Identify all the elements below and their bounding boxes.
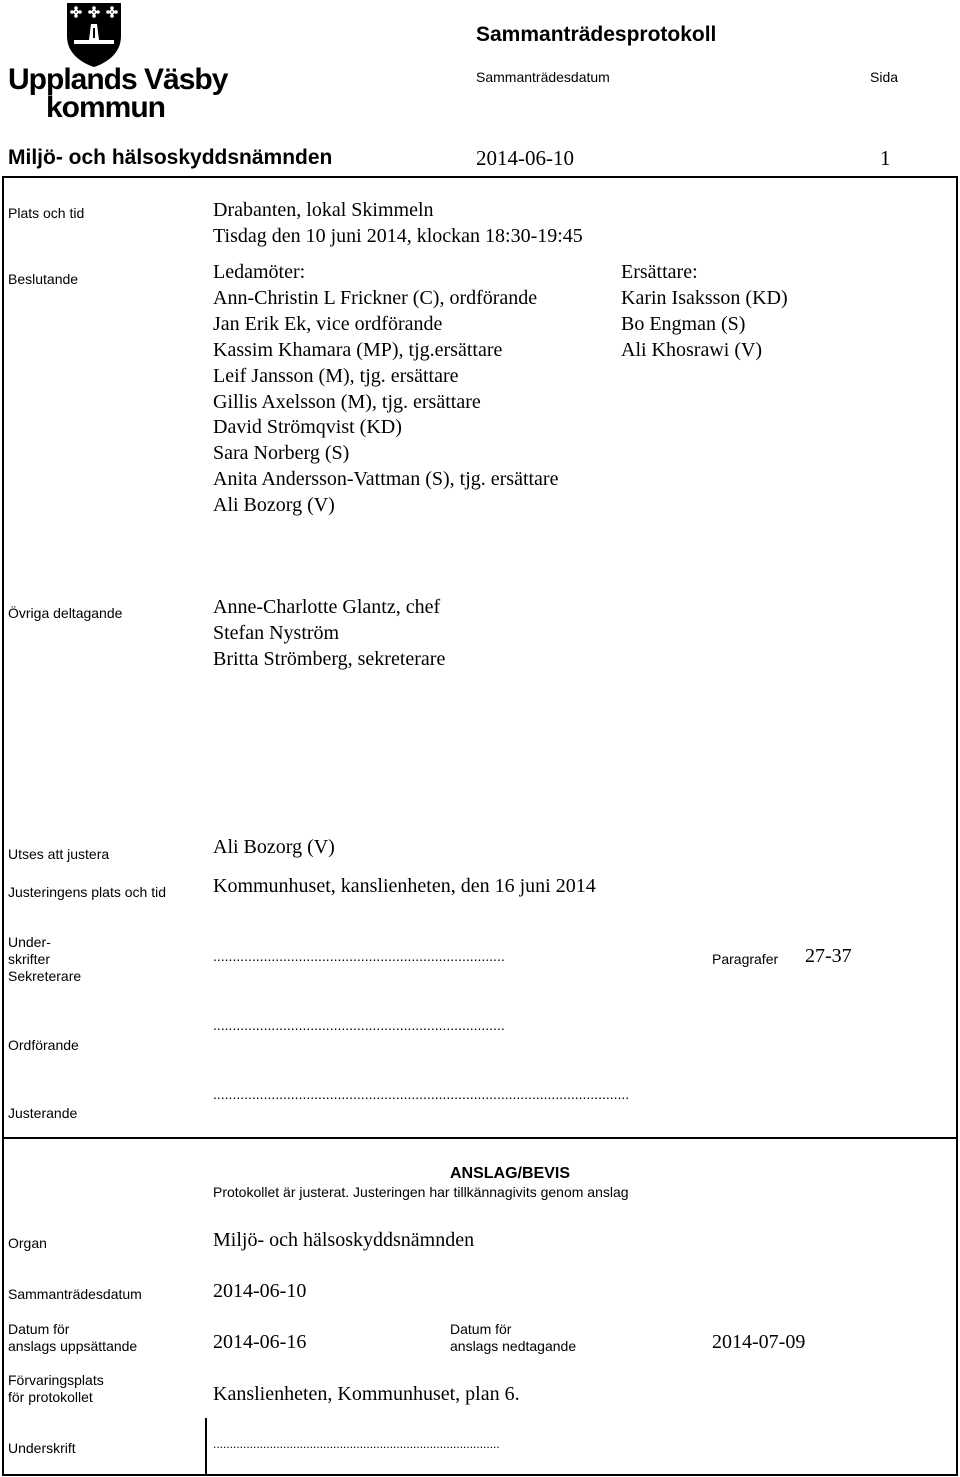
member-item: Gillis Axelsson (M), tjg. ersättare [213, 391, 481, 413]
substitutes-title: Ersättare: [621, 261, 698, 283]
appointed-adjuster-label: Utses att justera [8, 846, 110, 862]
member-item: Leif Jansson (M), tjg. ersättare [213, 365, 459, 387]
other-participants-label: Övriga deltagande [8, 605, 123, 621]
chair-signature-line: ........................................................................... [213, 1017, 505, 1033]
header-divider [2, 176, 958, 178]
paragraphs-range: 27-37 [805, 945, 852, 967]
right-border [956, 176, 958, 1476]
participant-item: Stefan Nyström [213, 622, 340, 644]
notice-title: ANSLAG/BEVIS [450, 1165, 571, 1182]
page-number: 1 [880, 146, 891, 170]
decision-makers-label: Beslutande [8, 271, 79, 287]
removal-date: 2014-07-09 [712, 1331, 806, 1353]
adjuster-label: Justerande [8, 1105, 78, 1121]
logo-name-line1: Upplands Väsby [8, 63, 228, 96]
organ-label: Organ [8, 1235, 47, 1251]
storage-label: Förvaringsplats för protokollet [8, 1372, 104, 1405]
bottom-border [2, 1474, 958, 1476]
coat-of-arms-icon [66, 2, 122, 68]
chair-label: Ordförande [8, 1037, 79, 1053]
meeting-date-header-label: Sammanträdesdatum [476, 69, 610, 85]
member-item: David Strömqvist (KD) [213, 416, 402, 438]
appointed-adjuster: Ali Bozorg (V) [213, 836, 335, 858]
member-item: Ann-Christin L Frickner (C), ordförande [213, 287, 538, 309]
meeting-place: Drabanten, lokal Skimmeln [213, 199, 434, 221]
signatures-label: Under- skrifter Sekreterare [8, 934, 82, 984]
member-item: Sara Norberg (S) [213, 442, 350, 464]
member-item: Jan Erik Ek, vice ordförande [213, 313, 443, 335]
logo-name-line2: kommun [46, 91, 166, 124]
adjuster-signature-line: ........................................................................................................... [213, 1086, 630, 1102]
paragraphs-label: Paragrafer [712, 951, 779, 967]
notice-meeting-date-label: Sammanträdesdatum [8, 1286, 142, 1302]
storage-place: Kanslienheten, Kommunhuset, plan 6. [213, 1383, 520, 1405]
members-title: Ledamöter: [213, 261, 306, 283]
signature-cell-divider [205, 1418, 207, 1476]
committee-name: Miljö- och hälsoskyddsnämnden [8, 146, 333, 169]
notice-meeting-date: 2014-06-10 [213, 1280, 307, 1302]
left-border [2, 176, 4, 1476]
participant-item: Britta Strömberg, sekreterare [213, 648, 446, 670]
substitute-item: Ali Khosrawi (V) [621, 339, 763, 361]
signature-label: Underskrift [8, 1440, 76, 1456]
notice-signature-line: ...................................................................................... [213, 1437, 500, 1451]
document-type-title: Sammanträdesprotokoll [476, 23, 717, 46]
notice-divider [2, 1137, 958, 1139]
substitute-item: Bo Engman (S) [621, 313, 746, 335]
organ-value: Miljö- och hälsoskyddsnämnden [213, 1229, 475, 1251]
secretary-signature-line: ........................................................................... [213, 948, 505, 964]
posting-date-label: Datum för anslags uppsättande [8, 1321, 138, 1354]
adjustment-place-label: Justeringens plats och tid [8, 884, 166, 900]
meeting-time: Tisdag den 10 juni 2014, klockan 18:30-19:45 [213, 225, 583, 247]
place-time-label: Plats och tid [8, 205, 85, 221]
notice-statement: Protokollet är justerat. Justeringen har tillkännagivits genom anslag [213, 1184, 629, 1200]
removal-date-label: Datum för anslags nedtagande [450, 1321, 577, 1354]
posting-date: 2014-06-16 [213, 1331, 307, 1353]
member-item: Ali Bozorg (V) [213, 494, 335, 516]
meeting-date: 2014-06-10 [476, 146, 574, 170]
substitute-item: Karin Isaksson (KD) [621, 287, 788, 309]
participant-item: Anne-Charlotte Glantz, chef [213, 596, 441, 618]
member-item: Anita Andersson-Vattman (S), tjg. ersättare [213, 468, 559, 490]
page-header-label: Sida [870, 69, 899, 85]
member-item: Kassim Khamara (MP), tjg.ersättare [213, 339, 503, 361]
adjustment-place: Kommunhuset, kanslienheten, den 16 juni 2014 [213, 875, 596, 897]
